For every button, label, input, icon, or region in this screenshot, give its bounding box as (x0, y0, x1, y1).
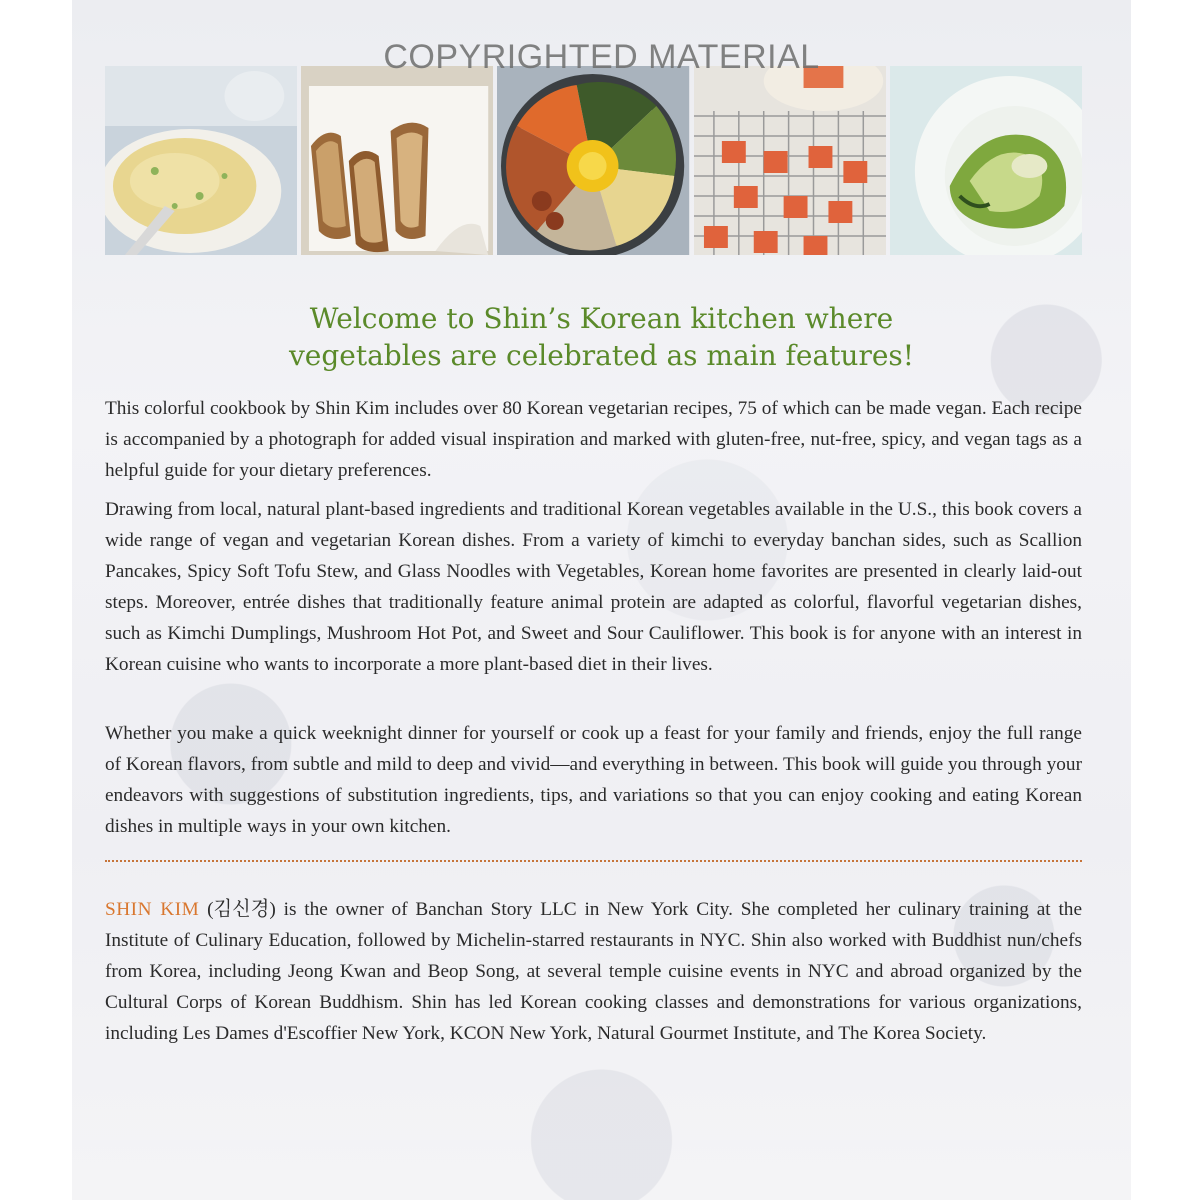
photo-strip (105, 66, 1082, 255)
vegetable-plate-photo (890, 66, 1082, 255)
author-bio-text: (김신경) is the owner of Banchan Story LLC in New York City. She completed her culinary training at the Institute of Culinary Education, followed by Michelin-starred restaurants in NYC. Shin also worked with Buddhist nun/chefs from Korea, including Jeong Kwan and Beop Song, at several temple cuisine events in NYC and abroad organized by the Cultural Corps of Korean Buddhism. Shin has led Korean cooking classes and demonstrations for various organizations, including Les Dames d'Escoffier New York, KCON New York, Natural Gourmet Institute, and The Korea Society. (105, 899, 1082, 1044)
page (72, 0, 1131, 1200)
intro-paragraph: This colorful cookbook by Shin Kim includes over 80 Korean vegetarian recipes, 75 of which can be made vegan. Each recipe is accompanied by a photograph for added visual inspiration and marked with gluten-free, nut-free, spicy, and vegan tags as a helpful guide for your dietary preferences. (105, 398, 1082, 481)
bibimbap-photo (497, 66, 689, 255)
headline (72, 300, 1131, 374)
description-paragraph: Drawing from local, natural plant-based ingredients and traditional Korean vegetables available in the U.S., this book covers a wide range of vegan and vegetarian Korean dishes. From a variety of kimchi to everyday banchan sides, such as Scallion Pancakes, Spicy Soft Tofu Stew, and Glass Noodles with Vegetables, Korean home favorites are presented in clearly laid-out steps. Moreover, entrée dishes that traditionally feature animal protein are adapted as colorful, flavorful vegetarian dishes, such as Kimchi Dumplings, Mushroom Hot Pot, and Sweet and Sour Cauliflower. This book is for anyone with an interest in Korean cuisine who wants to incorporate a more plant-based diet in their lives. (105, 499, 1082, 675)
soup-bowl-photo (105, 66, 297, 255)
grilled-mushrooms-photo (301, 66, 493, 255)
author-name: SHIN KIM (105, 899, 200, 920)
headline-line-2: vegetables are celebrated as main features! (288, 339, 915, 372)
copyright-watermark: COPYRIGHTED MATERIAL (383, 38, 820, 76)
tofu-cubes-photo (694, 66, 886, 255)
dotted-divider (105, 860, 1082, 862)
closing-paragraph: Whether you make a quick weeknight dinner for yourself or cook up a feast for your family and friends, enjoy the full range of Korean flavors, from subtle and mild to deep and vivid—and everything in between. This book will guide you through your endeavors with suggestions of substitution ingredients, tips, and variations so that you can enjoy cooking and eating Korean dishes in multiple ways in your own kitchen. (105, 723, 1082, 837)
headline-line-1: Welcome to Shin’s Korean kitchen where (309, 302, 894, 335)
author-bio (105, 894, 1082, 1049)
